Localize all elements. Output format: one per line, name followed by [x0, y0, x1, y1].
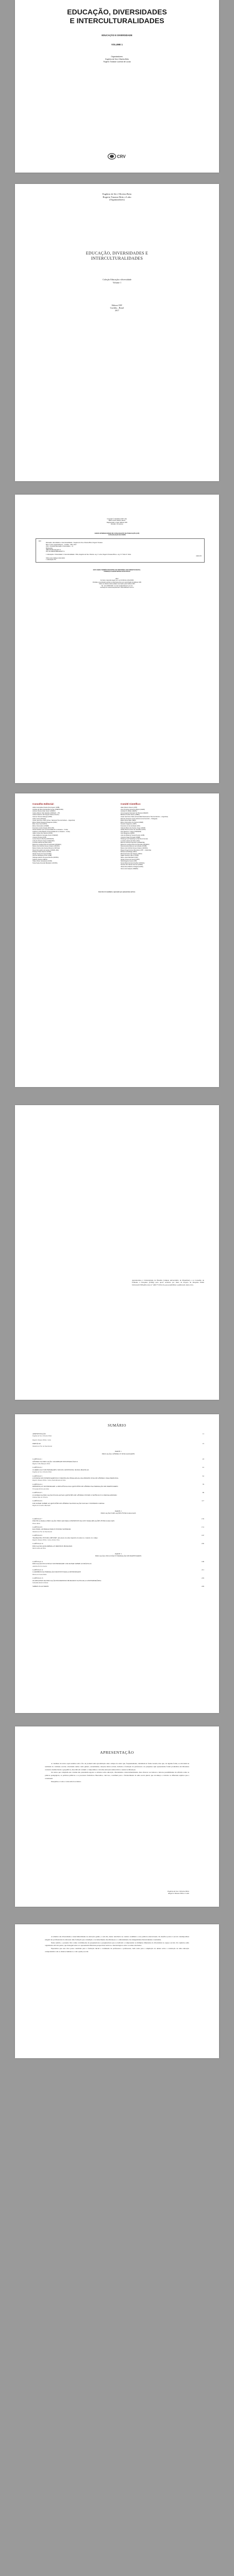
committee-member: Kilwangy Kya Kapitango-a-Samba (Unemat) — [121, 838, 148, 840]
council-member: Carlos Federico Dominguez Avila (Unieuro) — [32, 814, 59, 816]
legal-line-3: Proibida a reprodução parcial ou total desta obra sem autorização da Editora CRV — [92, 581, 142, 583]
volume-label: VOLUME 1 — [111, 43, 123, 46]
toc-entry[interactable] — [32, 1458, 204, 1465]
toc-about-authors[interactable] — [32, 1585, 204, 1587]
council-member: Solange Helena Ximenes-Rocha (UFOPA) — [32, 857, 59, 859]
toc-entry[interactable] — [32, 1483, 204, 1490]
council-member: Antônio Pereira Gaio Júnior (UFRRJ) — [32, 810, 56, 812]
toc-entry-title: CAPÍTULO 6 — [32, 1500, 42, 1502]
toc-page-number: 41 — [202, 1466, 204, 1469]
inner-book-title — [15, 251, 219, 261]
toc-heading: SUMÁRIO — [108, 1423, 126, 1428]
toc-page-number: 229 — [202, 1585, 204, 1588]
toc-entry-subtitle: CAMINHOS DA FORMAÇÃO DOCENTE PARA A DIVERSIDADE — [32, 1571, 81, 1573]
council-member: Gloria Fariñas León (Universidade de La Havana – Cuba) — [32, 829, 68, 831]
text-paragraph-1: A temática das diversidades e interculturalidades na educação ganha, a cada dia, maior relevância no cenário acadêmico e nas políticas educacionais. Os desafios postos à escola contemporânea exigem dos profissionais da educação uma formação que contemple o reconhecimento das diferenças e o enfrentamento das desigualdades historicamente construídas. — [45, 1936, 189, 1941]
legal-line-4: Todos os direitos desta edição reservados pela: Editora CRV — [99, 583, 135, 585]
ficha-line-3: Brito e Lobo (organizadores) – Curitiba : CRV, 2017. — [46, 544, 77, 546]
committee-member: Sérgio Nunes de Jesus (IFRO) — [121, 858, 140, 860]
council-member: Paulo Romualdo Hernandes (UNIFAL-MG) — [32, 849, 59, 851]
text-body — [45, 1936, 189, 1954]
legal-line-6: Conheça os nossos lançamentos: www.editoracrv.com.br — [100, 587, 134, 589]
toc-entry-subtitle: RACISMO, ANTIRRACISMO E ENSINO SUPERIOR — [32, 1528, 71, 1531]
toc-page-number: 11 — [202, 1433, 204, 1435]
organizers-block — [15, 56, 219, 63]
copyright-page — [15, 495, 219, 783]
presentation-body — [45, 1762, 189, 1784]
toc-part-title: EDUCAÇÃO, GÊNERO E SEXUALIDADES — [102, 1452, 135, 1455]
review-line: Revisão: Os Autores — [111, 523, 123, 526]
toc-part-label: PARTE 3 — [115, 1552, 122, 1555]
council-member: Tania Suely Azevedo Brasileiro (UFOPA) — [32, 862, 58, 864]
digital-notice-line-1: ESTA OBRA TAMBÉM ENCONTRA-SE DISPONÍVEL EM FORMATO DIGITAL. — [93, 569, 141, 571]
toc-entry-subtitle: CURRÍCULO E DIVERSIDADES: NOVOS CONTEXTOS, NOVAS PRÁTICAS — [32, 1468, 89, 1471]
toc-page-number: 99 — [202, 1492, 204, 1494]
toc-page-number: 185 — [202, 1543, 204, 1545]
toc-entry[interactable] — [32, 1577, 204, 1584]
toc-entry-authors: Eugênio de Sá e Oliveira Brito — [32, 1435, 52, 1437]
toc-entry-title: CAPÍTULO 5 — [32, 1492, 42, 1494]
credits-block — [15, 518, 219, 526]
committee-member: Elizeu Clementino de Souza (UNEB) — [121, 821, 143, 823]
committee-member: Barbara Coelho Neves (UFBA) — [121, 814, 140, 816]
committee-member: Nilson José Machado (USP) — [121, 857, 138, 859]
council-member: Maria Cristina dos Santos Bezerra (UFSCar) — [32, 848, 60, 850]
toc-page-number: 211 — [202, 1569, 204, 1571]
council-member: Aldira Guimarães Duarte Domínguez (UNB) — [32, 807, 60, 808]
digital-notice — [15, 569, 219, 573]
toc-entry-authors: Marcio Rosa da Silva — [32, 1547, 46, 1550]
toc-entry[interactable] — [32, 1543, 204, 1549]
title-page — [15, 0, 219, 173]
legal-line-2: Foi feito o depósito legal conf. Lei 10.994 de 14/12/2004 — [100, 580, 134, 582]
publisher-city: Curitiba – Brasil — [110, 307, 124, 309]
ficha-cdd: CDD 370 — [196, 555, 202, 557]
toc-part-heading — [32, 1553, 204, 1557]
toc-entry-title: APRESENTAÇÃO — [32, 1433, 46, 1435]
toc-entry-authors: Eugênio de Sá e Oliveira Brito — [32, 1471, 52, 1473]
legal-block — [15, 578, 219, 588]
committee-member: Altair Alberto Fávero (UPF) — [121, 807, 138, 808]
presentation-heading: APRESENTAÇÃO — [100, 1750, 134, 1755]
toc-page-number: 199 — [202, 1560, 204, 1563]
toc-entry[interactable] — [32, 1534, 204, 1541]
presentation-paragraph-2: Os textos que compõem este volume não pretendem esgotar os debates sobre educação, diversidades e interculturalidades, mas oferecer aos leitores e leitoras possibilidades de reflexão sobre as práticas pedagógicas, as políticas públicas e os processos formativos. Buscamos, com isso, contribuir para o fortalecimento de uma escola plural, que reconheça e valorize os diferentes sujeitos que a constituem. — [45, 1771, 189, 1780]
toc-entry-subtitle: O OLHAR DA EDUCAÇÃO ESCOLAR NAS QUESTÕES DE GÊNERO: ENTRE O SILÊNCIO E O PROTAGONISMO — [32, 1494, 117, 1496]
toc-entry-title: CAPÍTULO 1 — [32, 1458, 42, 1461]
committee-member: Inês Bragança (UERJ) — [121, 833, 135, 835]
council-member: Elizeu Clementino (UNEB) — [32, 825, 49, 827]
inner-collection — [15, 278, 219, 284]
toc-page-number: 167 — [202, 1534, 204, 1537]
organizers-label: Organizadores: — [111, 56, 123, 58]
toc-entry-authors: Regina de Lourdes Machado — [32, 1504, 51, 1507]
council-member: Cesar Gerónimo Tello (Univer. Nacional Três de Febrero – Argentina) — [32, 820, 75, 822]
toc-entry[interactable] — [32, 1561, 204, 1567]
presentation-paragraph-3: Desejamos a todos e todas uma boa leitura. — [51, 1780, 81, 1783]
toc-entry-title: CAPÍTULO 11 — [32, 1560, 43, 1563]
committee-member: Ilma Passos A. Veiga (UNICEUB) — [121, 831, 141, 833]
council-member: João Adalberto Campato Junior (UNESP) — [32, 834, 58, 836]
toc-entry-subtitle: TRABALHO, ESTUDO, MESTRE: um ensaio de uma trajetória docente no contexto do campo — [32, 1536, 98, 1539]
council-member: Carlos Alberto Vilar Estêvão (UMINHO – PT) — [32, 812, 60, 814]
council-member: Sydione Santos (UEPG) — [32, 858, 47, 860]
committee-member: Vânia Alves Martins Chaigar (FURG) — [121, 866, 143, 868]
book-title-line-1: EDUCAÇÃO, DIVERSIDADES — [67, 8, 167, 16]
council-member: Maria Lília Imbiriba Sousa Colares (UFOPA) — [32, 845, 60, 848]
toc-entry[interactable] — [32, 1569, 204, 1575]
council-member: Lourdes Helena da Silva (UFV) — [32, 842, 52, 844]
toc-part-label: PARTE 1 — [115, 1450, 122, 1453]
committee-member: Sonia Maria Ferreira Koehler (UNISAL) — [121, 862, 145, 864]
layout-line: Diagramação e Capa: Editora CRV — [106, 521, 128, 523]
organizer-1: Eugênio de Sá e Oliveira Brito — [105, 58, 129, 60]
catalog-card — [36, 538, 205, 563]
committee-member: Maria Eurácia Barreto de Andrade (UFRB) — [121, 845, 147, 848]
text-paragraph-3: Esperamos que esta obra possa contribuir para a formação inicial e continuada de professores e professoras, bem como para a ampliação do debate sobre a construção de uma educação comprometida com os direitos humanos e com a justiça social. — [45, 1947, 189, 1953]
toc-page-number: 79 — [202, 1483, 204, 1485]
toc-entry-authors: Rogerio Tonasse Brito e Lobo — [32, 1438, 51, 1441]
council-list — [32, 807, 115, 864]
committee-member: Anna Augusta Sampaio de Oliveira (UNESP) — [121, 812, 148, 814]
committee-member: Diosnel Centurion (Univ Autónoma de Asunción – Paraguai) — [121, 818, 158, 820]
toc-entry-title: CAPÍTULO 9 — [32, 1534, 42, 1537]
council-member: Lídia de Oliveira Xavier (UNIEURO) — [32, 840, 55, 842]
toc-page-number: 117 — [202, 1500, 204, 1502]
toc-part-heading — [32, 1450, 204, 1455]
ficha-subjects: 1. Educação 2. Diversidade 3. Interculturalidade I. Brito, Eugênio de Sá e Oliveira. org. II. Lobo, Rogerio Tonasse Brito e. org. III. Título IV. Série. — [46, 553, 131, 555]
publisher-logo-icon — [107, 153, 127, 160]
committee-member: Francisco Ari de Andrade (UFC) — [121, 825, 141, 827]
council-member: Carmen Tereza Velanga (UNIR) — [32, 816, 52, 818]
toc-entry-authors: Andréia Pereira Soares — [32, 1565, 47, 1567]
council-member: Sérgio Nunes de Jesus (IFRO) — [32, 853, 52, 855]
council-member: Guillermo Arias Beatón (Universidade de La Havana – Cuba) — [32, 831, 70, 833]
toc-entry[interactable] — [32, 1443, 204, 1447]
toc-entry-title: CAPÍTULO 7 — [32, 1517, 42, 1520]
council-member: Leonel Severo Rocha (UNISINOS) — [32, 838, 54, 840]
toc-entry[interactable] — [32, 1475, 204, 1482]
committee-member: Marcos Vinicius Francisco (UNOESTE) — [121, 842, 145, 844]
toc-entry-title: CAPÍTULO 8 — [32, 1526, 42, 1528]
toc-part-label: PARTE 2 — [115, 1510, 122, 1512]
ficha-line-5: Bibliografia — [46, 547, 53, 549]
committee-member: Helder Buenos Aires de Carvalho (UFPI) — [121, 829, 146, 831]
council-title: Conselho Editorial: — [32, 803, 55, 805]
committee-member: Andréia N. Militão (UEMS) — [121, 810, 137, 812]
ficha-subtitle: CATALOGAÇÃO NA FONTE — [108, 534, 126, 536]
committee-member: Mônica Pereira dos Santos (UFRJ) — [121, 853, 142, 855]
ficha-body — [39, 542, 202, 561]
signature-2: Rogerio Tonasse Brito e Lobo — [168, 1892, 189, 1895]
publisher-block — [15, 304, 219, 312]
toc-entry-title: CAPÍTULO 10 — [32, 1543, 43, 1545]
toc-page — [15, 1414, 219, 1713]
collection-name: EDUCAÇÃO E DIVERSIDADE — [102, 34, 132, 37]
book-title — [15, 8, 219, 25]
committee-title: Comitê Científico: — [121, 803, 141, 805]
committee-member: Míguel Ángel Gómez-Mendoza (UTP – Colômbia) — [121, 849, 152, 851]
toc-entry-subtitle: O ENSINO DE ENFRENTAMENTO E PROTEÇÃO PEDAGÓGICA NA PERSPECTIVA DE GÊNERO: UMA PROPOSTA — [32, 1477, 119, 1480]
committee-member: Silvia Regina Canan (URI) — [121, 860, 137, 862]
council-member: Andréia da Silva Quintanilha Sousa (UNIR/UFRN) — [32, 808, 63, 810]
council-member: Élsio José Corá (UFFS) — [32, 823, 47, 825]
toc-entry-authors: Rogerio Tonasse Brito e Lobo, Paulo Renato da Silva — [32, 1479, 66, 1482]
toc-list — [32, 1433, 204, 1589]
ficha-doi: DOI 10.24824/978854442077.4 — [46, 551, 65, 553]
toc-entry-title: CAPÍTULO 3 — [32, 1475, 42, 1477]
toc-entry[interactable] — [32, 1492, 204, 1498]
inner-title-page — [15, 184, 219, 481]
digital-notice-line-2: CONHEÇA E BAIXE NOSSO APLICATIVO! — [104, 571, 130, 573]
toc-entry-subtitle: POLÍTICA PARA A EDUCAÇÃO: EDUCAR PARA O PRESENTE DA LEI E PARA RELAÇÕES ÉTNICO-RACIAIS — [32, 1520, 115, 1522]
toc-entry-authors: Sebastião Roberto Monte — [32, 1582, 48, 1584]
toc-part-title: EDUCAÇÃO E RELAÇÕES ÉTNICO-RACIAIS — [101, 1512, 136, 1515]
publisher-name: Editora CRV — [111, 304, 123, 307]
council-page — [15, 793, 219, 1087]
toc-entry-authors: Fernanda Pereira da Silva — [32, 1487, 49, 1490]
toc-entry-authors: Tatiana Dias de Oliveira — [32, 1496, 48, 1498]
toc-entry-title: CAPÍTULO 4 — [32, 1483, 42, 1485]
legal-year: 2017 — [115, 578, 119, 580]
council-member: Simone Rodrigues Pinto (UNB) — [32, 855, 52, 857]
committee-member: Lourdes Helena da Silva (UFV) — [121, 840, 140, 842]
text-page — [15, 1924, 219, 2058]
editor-chief-line: Editor-chefe: Railson Moura — [108, 520, 126, 522]
toc-entry-title: CAPÍTULO 12 — [32, 1569, 43, 1571]
ficha-index-item: 1. Educação 370 — [46, 559, 56, 561]
toc-page-number: 135 — [202, 1517, 204, 1520]
toc-entry[interactable] — [32, 1466, 204, 1473]
committee-member: Maria Lília Imbiriba Sousa Colares (UFOPA) — [121, 848, 148, 850]
volume-line: Volume 1 — [112, 281, 122, 284]
committee-member: Eliane Rose Maio (UEM) — [121, 820, 136, 822]
committee-column — [121, 803, 204, 870]
review-note: Este livro foi avaliado e aprovado por pareceristas ad hoc. — [98, 891, 136, 893]
committee-member: Mohammed Elhajji (UFRJ) — [121, 851, 137, 853]
toc-part-heading — [32, 1510, 204, 1515]
toc-entry[interactable] — [32, 1433, 204, 1437]
toc-entry[interactable] — [32, 1526, 204, 1533]
council-member: Celso Conti (UFSCar) — [32, 818, 46, 820]
toc-entry-subtitle: UM OLHAR SOBRE AS QUESTÕES DE GÊNERO NA EDUCAÇÃO SOCIAL E INTERSECCIONAL — [32, 1502, 105, 1504]
publisher-year: 2017 — [115, 309, 119, 312]
copyright-line: Copyright © da Editora CRV Ltda. — [107, 518, 127, 520]
toc-entry-subtitle: EDUCAÇÃO INCLUSIVA E DIVERSIDADE: UM OLHAR SOBRE AS PRÁTICAS — [32, 1563, 92, 1565]
signature-1: Eugênio de Sá e Oliveira Brito — [168, 1890, 189, 1892]
acknowledgment-page — [15, 1105, 219, 1400]
committee-list — [121, 807, 204, 870]
toc-entry[interactable] — [32, 1500, 204, 1506]
ficha-title: DADOS INTERNACIONAIS DE CATALOGAÇÃO NA PUBLICAÇÃO (CIP) — [94, 533, 140, 534]
toc-entry-subtitle: OS DESAFIOS DA EDUCAÇÃO EM DIREITOS HUMANOS NA ESCOLA CONTEMPORÂNEA — [32, 1579, 102, 1582]
toc-about-authors-label: SOBRE OS AUTORES — [32, 1585, 49, 1588]
acknowledgment-text: Agradecemos à Universidade de Brasília (campus universitário de Planaltina) e ao Conselho de Fomento à Pesquisa (CNPq) pelo apoio recebido por meio de Projeto de Pesquisa Edital Universal/CNPq (Processo nº 446177/2014-3), que possibilitou a publicação desta obra. — [132, 1279, 204, 1286]
committee-member: Vera Lucia Gaspar (UDESC) — [121, 868, 139, 870]
council-member: Elione Maria Nogueira Diogenes (UFAL) — [32, 821, 57, 823]
toc-entry-authors: Regina Célia Marques Pinto — [32, 1463, 51, 1465]
toc-entry-title: CAPÍTULO 2 — [32, 1466, 42, 1469]
committee-member: Najela Tavares Ujiie (UTFPR) — [121, 855, 139, 857]
committee-member: Maria de Lourdes Pinto de Almeida (UNOESC) — [121, 843, 149, 845]
book-title-line-2: E INTERCULTURALIDADES — [70, 16, 164, 25]
editor-1: Eugênio de Sá e Oliveira Brito — [102, 193, 132, 195]
toc-entry-authors: Helena de Sousa Maia — [32, 1573, 47, 1575]
toc-entry-authors: Wanderson Flor do Nascimento — [32, 1530, 53, 1533]
editors-role: (Organizadores) — [109, 198, 125, 201]
toc-page-number: 23 — [202, 1458, 204, 1461]
toc-page-number: 219 — [202, 1577, 204, 1580]
toc-entry-title: PREFÁCIO — [32, 1443, 41, 1445]
svg-text:CRV: CRV — [117, 154, 126, 159]
editor-2: Rogerio Tonasse Brito e Lobo — [103, 195, 131, 198]
council-member: Rodrigo Pratte-Santos (UFES) — [32, 851, 52, 853]
council-member: Tadeu Oliver Gonçalves (UFPA) — [32, 860, 53, 862]
legal-line-5: Tel.: (41) 3039-6418 - E-mail: sac@editoracrv.com.br — [101, 585, 133, 587]
toc-entry-subtitle: EDUCAÇÃO QUILOMBOLA E DIREITOS HUMANOS — [32, 1545, 73, 1547]
committee-member: José de Ribamar Sousa Pereira (UCB) — [121, 834, 145, 836]
committee-member: Suzana dos Santos Gomes (UFMG) — [121, 864, 143, 866]
toc-entry[interactable] — [32, 1518, 204, 1524]
ficha-isbn: ISBN 978-85-444-2077-4 — [46, 549, 61, 551]
ficha-code: E24 — [39, 540, 41, 542]
toc-entry-title: CAPÍTULO 13 — [32, 1577, 43, 1580]
presentation-paragraph-1: A coletânea de textos aqui reunidos tem o fito de produzir uma aproximação entre campos de saber que, frequentemente, trabalham de forma isolada, mas que, de alguma forma, se articulam na realidade do cotidiano escolar, abordando temas como gênero, sexualidades, relações étnico-raciais, inclusão e formação de professores. As pesquisas aqui apresentadas foram produzidas em diferentes contextos institucionais e geográficos, mas têm em comum o compromisso com uma educação democrática e atenta às diferenças. — [45, 1762, 189, 1771]
toc-entry[interactable] — [32, 1439, 204, 1441]
committee-member: Gláucia Maria dos Santos Jorge (UFOP) — [121, 827, 146, 829]
toc-entry-subtitle: DIFERENÇA E DIVERSIDADE: A INFLUÊNCIA DAS QUESTÕES DE GÊNERO NA FORMAÇÃO DE PROFESSORES — [32, 1485, 119, 1488]
text-paragraph-2: Neste sentido, o presente livro reúne contribuições de pesquisadores e pesquisadoras que se dedicam a compreender as múltiplas dimensões da diversidade no espaço escolar. Os capítulos estão organizados em três partes, que dialogam entre si e apresentam diferentes perspectivas teóricas e metodológicas sobre os temas abordados. — [45, 1941, 189, 1947]
toc-part-title: EDUCAÇÃO, INCLUSÃO E FORMAÇÃO DE PROFESSORES — [95, 1555, 142, 1557]
council-member: Francisco Carlos Duarte (PUC-PR) — [32, 827, 54, 829]
collection-line: Coleção Educação e diversidade — [103, 278, 131, 281]
committee-member: Fauston Negreiros (UFPI) — [121, 823, 137, 825]
editors-block — [15, 193, 219, 201]
presentation-page — [15, 1726, 219, 1907]
council-column — [32, 803, 115, 864]
toc-entry-authors: Wanderson Flor do Nascimento — [32, 1445, 53, 1447]
ficha-heading — [15, 533, 219, 536]
committee-member: Cesar Gerónimo Tello (Universidad Nacional de Três de Febrero – Argentina) — [121, 816, 168, 818]
presentation-signatures — [168, 1890, 189, 1895]
ficha-index: Índice para catálogo sistemático — [46, 557, 65, 559]
committee-member: Ana Chrystina Venancio Mignot (UERJ) — [121, 808, 145, 810]
toc-entry-authors: Brown Rutts — [32, 1522, 40, 1524]
council-member: Josania Portela (UFPI) — [32, 836, 47, 838]
toc-page-number: 15 — [202, 1443, 204, 1445]
ficha-line-2: Educação, diversidades e interculturalidades. / Eugênio de Sá e Oliveira Brito, Rogerio Tonasse — [46, 542, 103, 544]
toc-page-number: 151 — [202, 1526, 204, 1528]
inner-title-line-1: EDUCAÇÃO, DIVERSIDADES E — [86, 251, 148, 256]
council-member: Maria de Lourdes Pinto de Almeida (UNOESC) — [32, 843, 61, 845]
organizer-2: Rogerio Tonasse Lucimar de Lucas — [103, 60, 131, 63]
toc-page-number: 61 — [202, 1475, 204, 1477]
committee-member: Jussara Fraga Portugal (UNEB) — [121, 836, 140, 838]
toc-entry-authors: Rogerio Tonasse Brito e Lobo, Denise Silva — [32, 1538, 60, 1541]
inner-title-line-2: INTERCULTURALIDADES — [91, 256, 143, 261]
ficha-line-4: 232 p. (Coleção Educação e diversidade, v. 1) — [46, 546, 74, 548]
toc-entry-subtitle: GÊNERO NA EDUCAÇÃO: UM DEBATE EPISTEMOLÓGICO — [32, 1460, 78, 1463]
council-member: Jailson Alves dos Santos (UFRJ) — [32, 833, 53, 835]
